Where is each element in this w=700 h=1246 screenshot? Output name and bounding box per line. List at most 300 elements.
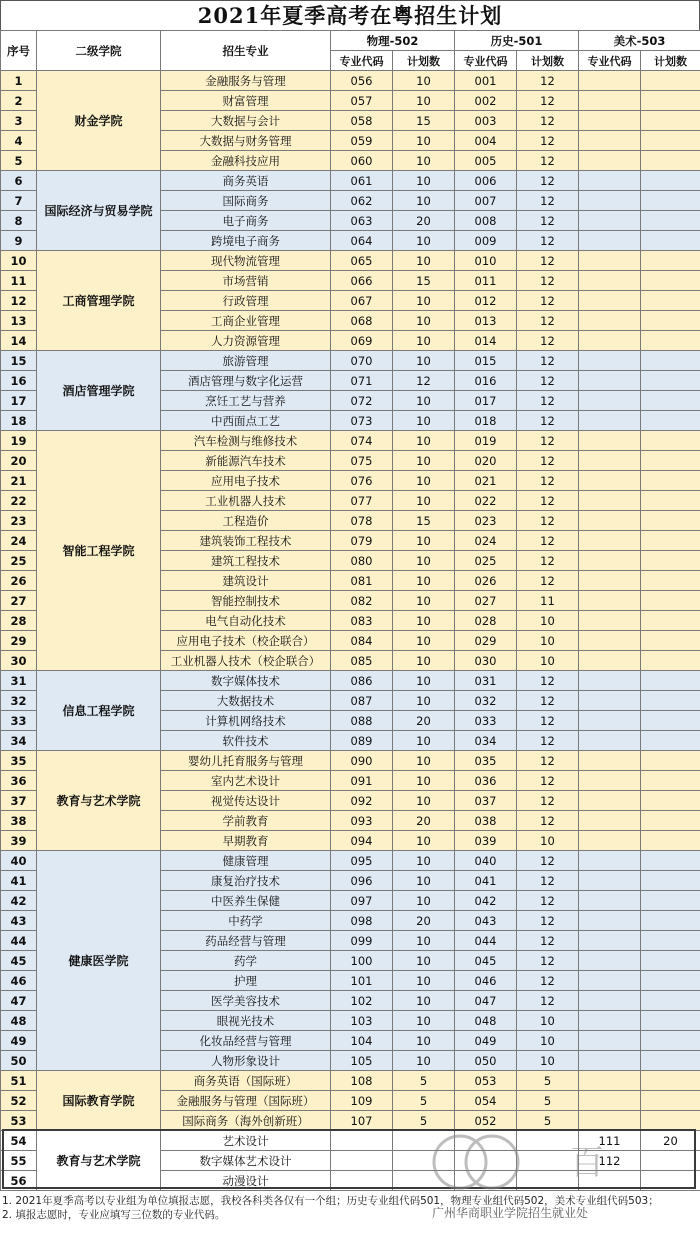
physics-code: 067 bbox=[331, 291, 393, 311]
art-count bbox=[641, 91, 700, 111]
art-code bbox=[579, 1071, 641, 1091]
history-code: 043 bbox=[455, 911, 517, 931]
history-code: 017 bbox=[455, 391, 517, 411]
row-number: 1 bbox=[1, 71, 37, 91]
major-name: 药品经营与管理 bbox=[161, 931, 331, 951]
art-code bbox=[579, 771, 641, 791]
art-code bbox=[579, 671, 641, 691]
major-name: 建筑装饰工程技术 bbox=[161, 531, 331, 551]
footnote-1: 1. 2021年夏季高考以专业组为单位填报志愿，我校各科类各仅有一个组；历史专业组代码501，物理专业组代码502，美术专业组代码503； bbox=[2, 1195, 659, 1207]
physics-code: 095 bbox=[331, 851, 393, 871]
history-code: 045 bbox=[455, 951, 517, 971]
art-count bbox=[641, 151, 700, 171]
admission-plan-table bbox=[0, 30, 700, 1191]
history-code: 040 bbox=[455, 851, 517, 871]
history-count: 12 bbox=[517, 71, 579, 91]
history-count: 12 bbox=[517, 351, 579, 371]
history-count bbox=[517, 1171, 579, 1191]
row-number: 42 bbox=[1, 891, 37, 911]
art-count bbox=[641, 1151, 700, 1171]
row-number: 29 bbox=[1, 631, 37, 651]
history-code: 009 bbox=[455, 231, 517, 251]
art-code bbox=[579, 911, 641, 931]
major-name: 旅游管理 bbox=[161, 351, 331, 371]
history-count: 12 bbox=[517, 331, 579, 351]
art-count bbox=[641, 1031, 700, 1051]
art-count bbox=[641, 651, 700, 671]
physics-code: 066 bbox=[331, 271, 393, 291]
physics-count: 10 bbox=[393, 391, 455, 411]
major-name: 药学 bbox=[161, 951, 331, 971]
history-code: 038 bbox=[455, 811, 517, 831]
major-name: 化妆品经营与管理 bbox=[161, 1031, 331, 1051]
major-name: 婴幼儿托育服务与管理 bbox=[161, 751, 331, 771]
physics-count: 15 bbox=[393, 111, 455, 131]
physics-count: 10 bbox=[393, 551, 455, 571]
major-name: 现代物流管理 bbox=[161, 251, 331, 271]
history-code: 030 bbox=[455, 651, 517, 671]
art-count bbox=[641, 551, 700, 571]
college-name: 健康医学院 bbox=[37, 851, 161, 1071]
physics-count: 10 bbox=[393, 611, 455, 631]
major-name: 金融服务与管理 bbox=[161, 71, 331, 91]
physics-code: 094 bbox=[331, 831, 393, 851]
history-code bbox=[455, 1151, 517, 1171]
art-code bbox=[579, 871, 641, 891]
art-code: 112 bbox=[579, 1151, 641, 1171]
art-code bbox=[579, 531, 641, 551]
art-count bbox=[641, 591, 700, 611]
history-code: 013 bbox=[455, 311, 517, 331]
art-code bbox=[579, 511, 641, 531]
physics-code: 065 bbox=[331, 251, 393, 271]
art-code bbox=[579, 931, 641, 951]
art-count bbox=[641, 451, 700, 471]
physics-code bbox=[331, 1171, 393, 1191]
physics-code: 078 bbox=[331, 511, 393, 531]
row-number: 10 bbox=[1, 251, 37, 271]
major-name: 康复治疗技术 bbox=[161, 871, 331, 891]
history-count: 12 bbox=[517, 551, 579, 571]
college-name: 国际教育学院 bbox=[37, 1071, 161, 1131]
history-count: 12 bbox=[517, 111, 579, 131]
art-count bbox=[641, 731, 700, 751]
history-count: 12 bbox=[517, 871, 579, 891]
row-number: 34 bbox=[1, 731, 37, 751]
history-code: 047 bbox=[455, 991, 517, 1011]
art-count bbox=[641, 311, 700, 331]
art-count bbox=[641, 171, 700, 191]
history-count: 12 bbox=[517, 711, 579, 731]
physics-count: 10 bbox=[393, 191, 455, 211]
history-code: 016 bbox=[455, 371, 517, 391]
art-code bbox=[579, 171, 641, 191]
major-name: 工程造价 bbox=[161, 511, 331, 531]
row-number: 12 bbox=[1, 291, 37, 311]
art-count bbox=[641, 431, 700, 451]
major-name: 数字媒体技术 bbox=[161, 671, 331, 691]
history-count: 5 bbox=[517, 1071, 579, 1091]
physics-code: 057 bbox=[331, 91, 393, 111]
history-code: 027 bbox=[455, 591, 517, 611]
art-count bbox=[641, 411, 700, 431]
physics-code: 064 bbox=[331, 231, 393, 251]
art-count bbox=[641, 911, 700, 931]
art-count bbox=[641, 931, 700, 951]
art-code bbox=[579, 1011, 641, 1031]
history-code: 021 bbox=[455, 471, 517, 491]
header-art-group: 美术-503 bbox=[579, 31, 700, 51]
art-code bbox=[579, 211, 641, 231]
art-count bbox=[641, 1051, 700, 1071]
art-code bbox=[579, 591, 641, 611]
physics-code: 100 bbox=[331, 951, 393, 971]
row-number: 49 bbox=[1, 1031, 37, 1051]
physics-count: 10 bbox=[393, 671, 455, 691]
history-code: 039 bbox=[455, 831, 517, 851]
physics-count: 10 bbox=[393, 571, 455, 591]
art-code bbox=[579, 631, 641, 651]
history-code: 019 bbox=[455, 431, 517, 451]
physics-count: 5 bbox=[393, 1111, 455, 1131]
art-count: 20 bbox=[641, 1131, 700, 1151]
major-name: 中西面点工艺 bbox=[161, 411, 331, 431]
major-name: 工业机器人技术 bbox=[161, 491, 331, 511]
physics-count: 10 bbox=[393, 871, 455, 891]
history-count: 12 bbox=[517, 191, 579, 211]
row-number: 45 bbox=[1, 951, 37, 971]
physics-count: 12 bbox=[393, 371, 455, 391]
art-count bbox=[641, 71, 700, 91]
history-code: 042 bbox=[455, 891, 517, 911]
header-college: 二级学院 bbox=[37, 31, 161, 71]
table-row bbox=[1, 431, 700, 451]
history-code: 002 bbox=[455, 91, 517, 111]
physics-code: 079 bbox=[331, 531, 393, 551]
physics-count: 10 bbox=[393, 531, 455, 551]
major-name: 国际商务 bbox=[161, 191, 331, 211]
history-code: 036 bbox=[455, 771, 517, 791]
row-number: 47 bbox=[1, 991, 37, 1011]
art-count bbox=[641, 671, 700, 691]
art-code bbox=[579, 611, 641, 631]
row-number: 32 bbox=[1, 691, 37, 711]
art-count bbox=[641, 891, 700, 911]
row-number: 7 bbox=[1, 191, 37, 211]
row-number: 9 bbox=[1, 231, 37, 251]
art-code bbox=[579, 351, 641, 371]
history-code: 007 bbox=[455, 191, 517, 211]
art-count bbox=[641, 1091, 700, 1111]
history-code: 022 bbox=[455, 491, 517, 511]
history-code: 014 bbox=[455, 331, 517, 351]
row-number: 4 bbox=[1, 131, 37, 151]
art-code bbox=[579, 371, 641, 391]
history-code: 046 bbox=[455, 971, 517, 991]
history-code: 049 bbox=[455, 1031, 517, 1051]
physics-code: 096 bbox=[331, 871, 393, 891]
major-name: 工业机器人技术（校企联合） bbox=[161, 651, 331, 671]
history-count: 10 bbox=[517, 631, 579, 651]
art-count bbox=[641, 491, 700, 511]
college-name: 国际经济与贸易学院 bbox=[37, 171, 161, 251]
history-code: 029 bbox=[455, 631, 517, 651]
physics-code: 105 bbox=[331, 1051, 393, 1071]
history-code: 001 bbox=[455, 71, 517, 91]
physics-code: 073 bbox=[331, 411, 393, 431]
history-count: 12 bbox=[517, 991, 579, 1011]
art-code bbox=[579, 991, 641, 1011]
art-count bbox=[641, 131, 700, 151]
row-number: 39 bbox=[1, 831, 37, 851]
physics-count: 10 bbox=[393, 631, 455, 651]
table-row bbox=[1, 251, 700, 271]
row-number: 41 bbox=[1, 871, 37, 891]
physics-count: 10 bbox=[393, 751, 455, 771]
physics-count: 10 bbox=[393, 931, 455, 951]
table-row bbox=[1, 351, 700, 371]
art-count bbox=[641, 871, 700, 891]
art-count bbox=[641, 271, 700, 291]
table-row bbox=[1, 1071, 700, 1091]
art-count bbox=[641, 211, 700, 231]
major-name: 艺术设计 bbox=[161, 1131, 331, 1151]
physics-count: 10 bbox=[393, 331, 455, 351]
art-count bbox=[641, 231, 700, 251]
physics-count: 10 bbox=[393, 851, 455, 871]
history-count: 12 bbox=[517, 131, 579, 151]
physics-count bbox=[393, 1151, 455, 1171]
major-name: 数字媒体艺术设计 bbox=[161, 1151, 331, 1171]
history-count: 12 bbox=[517, 811, 579, 831]
history-code: 024 bbox=[455, 531, 517, 551]
physics-count: 10 bbox=[393, 171, 455, 191]
major-name: 动漫设计 bbox=[161, 1171, 331, 1191]
major-name: 烹饪工艺与营养 bbox=[161, 391, 331, 411]
row-number: 23 bbox=[1, 511, 37, 531]
major-name: 视觉传达设计 bbox=[161, 791, 331, 811]
art-code bbox=[579, 891, 641, 911]
college-name: 信息工程学院 bbox=[37, 671, 161, 751]
history-code: 031 bbox=[455, 671, 517, 691]
header-physics-code: 专业代码 bbox=[331, 51, 393, 71]
physics-code: 069 bbox=[331, 331, 393, 351]
college-name: 工商管理学院 bbox=[37, 251, 161, 351]
history-code: 003 bbox=[455, 111, 517, 131]
physics-count: 10 bbox=[393, 231, 455, 251]
art-code bbox=[579, 71, 641, 91]
physics-code: 081 bbox=[331, 571, 393, 591]
art-code bbox=[579, 251, 641, 271]
art-count bbox=[641, 1071, 700, 1091]
row-number: 26 bbox=[1, 571, 37, 591]
row-number: 19 bbox=[1, 431, 37, 451]
major-name: 中药学 bbox=[161, 911, 331, 931]
history-code: 008 bbox=[455, 211, 517, 231]
history-count: 12 bbox=[517, 471, 579, 491]
physics-count: 10 bbox=[393, 251, 455, 271]
physics-code: 093 bbox=[331, 811, 393, 831]
major-name: 汽车检测与维修技术 bbox=[161, 431, 331, 451]
physics-count: 10 bbox=[393, 1031, 455, 1051]
history-code bbox=[455, 1131, 517, 1151]
art-code bbox=[579, 851, 641, 871]
major-name: 跨境电子商务 bbox=[161, 231, 331, 251]
header-physics-group: 物理-502 bbox=[331, 31, 455, 51]
row-number: 43 bbox=[1, 911, 37, 931]
art-count bbox=[641, 251, 700, 271]
major-name: 建筑工程技术 bbox=[161, 551, 331, 571]
history-code: 032 bbox=[455, 691, 517, 711]
row-number: 15 bbox=[1, 351, 37, 371]
art-code bbox=[579, 291, 641, 311]
physics-count: 5 bbox=[393, 1091, 455, 1111]
art-code bbox=[579, 571, 641, 591]
art-count bbox=[641, 391, 700, 411]
physics-code: 084 bbox=[331, 631, 393, 651]
history-count: 12 bbox=[517, 431, 579, 451]
physics-code: 056 bbox=[331, 71, 393, 91]
physics-count: 10 bbox=[393, 431, 455, 451]
physics-count: 10 bbox=[393, 691, 455, 711]
major-name: 商务英语（国际班） bbox=[161, 1071, 331, 1091]
major-name: 大数据与会计 bbox=[161, 111, 331, 131]
history-code: 044 bbox=[455, 931, 517, 951]
history-code: 006 bbox=[455, 171, 517, 191]
history-count: 12 bbox=[517, 771, 579, 791]
row-number: 30 bbox=[1, 651, 37, 671]
major-name: 建筑设计 bbox=[161, 571, 331, 591]
history-count: 12 bbox=[517, 531, 579, 551]
physics-count: 10 bbox=[393, 131, 455, 151]
history-count: 12 bbox=[517, 171, 579, 191]
art-count bbox=[641, 711, 700, 731]
history-count: 12 bbox=[517, 311, 579, 331]
art-code bbox=[579, 651, 641, 671]
physics-code: 063 bbox=[331, 211, 393, 231]
history-count: 12 bbox=[517, 211, 579, 231]
row-number: 6 bbox=[1, 171, 37, 191]
history-code: 010 bbox=[455, 251, 517, 271]
history-code: 053 bbox=[455, 1071, 517, 1091]
history-count: 12 bbox=[517, 731, 579, 751]
physics-code: 102 bbox=[331, 991, 393, 1011]
art-code bbox=[579, 731, 641, 751]
physics-code: 109 bbox=[331, 1091, 393, 1111]
header-major: 招生专业 bbox=[161, 31, 331, 71]
table-row bbox=[1, 671, 700, 691]
physics-code bbox=[331, 1131, 393, 1151]
major-name: 中医养生保健 bbox=[161, 891, 331, 911]
major-name: 眼视光技术 bbox=[161, 1011, 331, 1031]
header-seq: 序号 bbox=[1, 31, 37, 71]
art-count bbox=[641, 111, 700, 131]
art-code bbox=[579, 411, 641, 431]
history-code: 020 bbox=[455, 451, 517, 471]
row-number: 51 bbox=[1, 1071, 37, 1091]
history-code: 011 bbox=[455, 271, 517, 291]
physics-code: 060 bbox=[331, 151, 393, 171]
history-count: 12 bbox=[517, 891, 579, 911]
row-number: 24 bbox=[1, 531, 37, 551]
history-code: 037 bbox=[455, 791, 517, 811]
history-count: 12 bbox=[517, 911, 579, 931]
art-code bbox=[579, 1091, 641, 1111]
row-number: 28 bbox=[1, 611, 37, 631]
history-count bbox=[517, 1151, 579, 1171]
table-row bbox=[1, 171, 700, 191]
physics-code: 108 bbox=[331, 1071, 393, 1091]
major-name: 学前教育 bbox=[161, 811, 331, 831]
history-count: 12 bbox=[517, 411, 579, 431]
header-history-group: 历史-501 bbox=[455, 31, 579, 51]
row-number: 21 bbox=[1, 471, 37, 491]
physics-count: 10 bbox=[393, 71, 455, 91]
footnote-2: 2. 填报志愿时，专业应填写三位数的专业代码。 bbox=[2, 1209, 226, 1221]
physics-code: 075 bbox=[331, 451, 393, 471]
physics-code: 092 bbox=[331, 791, 393, 811]
physics-count: 10 bbox=[393, 951, 455, 971]
header-row-1 bbox=[1, 31, 700, 51]
row-number: 25 bbox=[1, 551, 37, 571]
row-number: 52 bbox=[1, 1091, 37, 1111]
row-number: 5 bbox=[1, 151, 37, 171]
physics-count: 20 bbox=[393, 711, 455, 731]
physics-code: 086 bbox=[331, 671, 393, 691]
history-code: 026 bbox=[455, 571, 517, 591]
major-name: 金融科技应用 bbox=[161, 151, 331, 171]
college-name: 教育与艺术学院 bbox=[37, 1131, 161, 1191]
history-count: 12 bbox=[517, 91, 579, 111]
college-name: 教育与艺术学院 bbox=[37, 751, 161, 851]
history-count: 12 bbox=[517, 251, 579, 271]
physics-count: 10 bbox=[393, 411, 455, 431]
row-number: 56 bbox=[1, 1171, 37, 1191]
physics-count: 10 bbox=[393, 731, 455, 751]
art-code bbox=[579, 471, 641, 491]
history-code: 054 bbox=[455, 1091, 517, 1111]
physics-code: 085 bbox=[331, 651, 393, 671]
art-count bbox=[641, 851, 700, 871]
physics-code: 062 bbox=[331, 191, 393, 211]
physics-count: 10 bbox=[393, 91, 455, 111]
major-name: 电气自动化技术 bbox=[161, 611, 331, 631]
row-number: 54 bbox=[1, 1131, 37, 1151]
art-count bbox=[641, 771, 700, 791]
physics-count: 20 bbox=[393, 811, 455, 831]
art-count bbox=[641, 1011, 700, 1031]
history-count: 11 bbox=[517, 591, 579, 611]
table-row bbox=[1, 851, 700, 871]
major-name: 人物形象设计 bbox=[161, 1051, 331, 1071]
major-name: 护理 bbox=[161, 971, 331, 991]
history-count: 12 bbox=[517, 951, 579, 971]
art-code bbox=[579, 1051, 641, 1071]
history-code: 050 bbox=[455, 1051, 517, 1071]
physics-count: 5 bbox=[393, 1071, 455, 1091]
art-count bbox=[641, 951, 700, 971]
art-code bbox=[579, 831, 641, 851]
physics-code: 059 bbox=[331, 131, 393, 151]
physics-code: 082 bbox=[331, 591, 393, 611]
history-count: 12 bbox=[517, 691, 579, 711]
header-art-count: 计划数 bbox=[641, 51, 700, 71]
art-code bbox=[579, 491, 641, 511]
art-code bbox=[579, 331, 641, 351]
art-count bbox=[641, 511, 700, 531]
row-number: 18 bbox=[1, 411, 37, 431]
art-code bbox=[579, 551, 641, 571]
